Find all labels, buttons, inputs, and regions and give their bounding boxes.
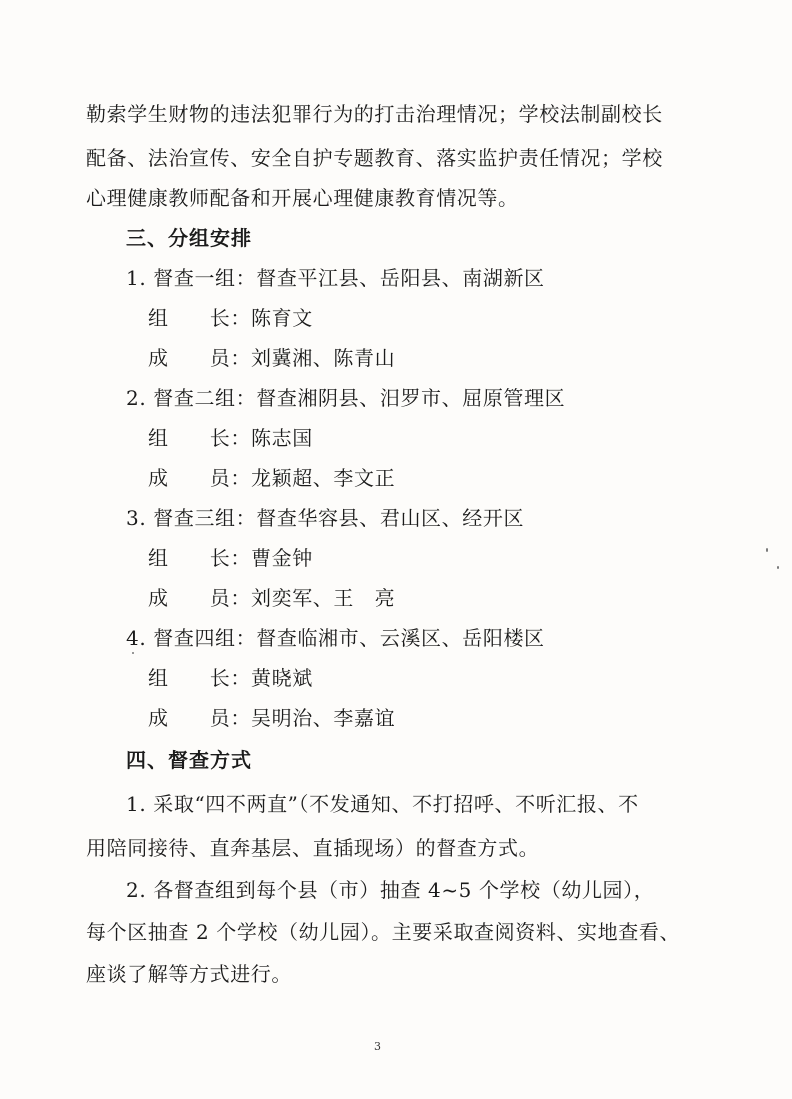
method-line: 用陪同接待、直奔基层、直插现场）的督查方式。	[86, 836, 540, 860]
section-heading-grouping: 三、分组安排	[126, 226, 252, 250]
method-line: 每个区抽查 2 个学校（幼儿园）。主要采取查阅资料、实地查看、	[86, 920, 681, 944]
group-leader: 组 长：陈志国	[148, 426, 313, 450]
group-members: 成 员：刘冀湘、陈青山	[148, 346, 396, 370]
group-title: 1. 督查一组：督查平江县、岳阳县、南湖新区	[126, 266, 545, 290]
scan-speck	[132, 652, 134, 654]
group-members: 成 员：刘奕军、王 亮	[148, 586, 396, 610]
scan-speck	[766, 548, 768, 552]
group-leader: 组 长：黄晓斌	[148, 666, 313, 690]
group-leader: 组 长：陈育文	[148, 306, 313, 330]
group-title: 2. 督查二组：督查湘阴县、汨罗市、屈原管理区	[126, 386, 566, 410]
group-members: 成 员：吴明治、李嘉谊	[148, 706, 396, 730]
scan-speck	[777, 566, 779, 569]
group-title: 4. 督查四组：督查临湘市、云溪区、岳阳楼区	[126, 626, 545, 650]
group-title: 3. 督查三组：督查华容县、君山区、经开区	[126, 506, 525, 530]
intro-line: 配备、法治宣传、安全自护专题教育、落实监护责任情况；学校	[86, 146, 663, 170]
intro-line: 心理健康教师配备和开展心理健康教育情况等。	[86, 186, 519, 210]
method-line: 1. 采取“四不两直”（不发通知、不打招呼、不听汇报、不	[126, 792, 639, 816]
method-line: 座谈了解等方式进行。	[86, 962, 292, 986]
method-line: 2. 各督查组到每个县（市）抽查 4~5 个学校（幼儿园），	[126, 878, 655, 902]
group-leader: 组 长：曹金钟	[148, 546, 313, 570]
group-members: 成 员：龙颖超、李文正	[148, 466, 396, 490]
page-number: 3	[374, 1040, 381, 1053]
section-heading-method: 四、督查方式	[126, 748, 252, 772]
intro-line: 勒索学生财物的违法犯罪行为的打击治理情况；学校法制副校长	[86, 102, 663, 126]
